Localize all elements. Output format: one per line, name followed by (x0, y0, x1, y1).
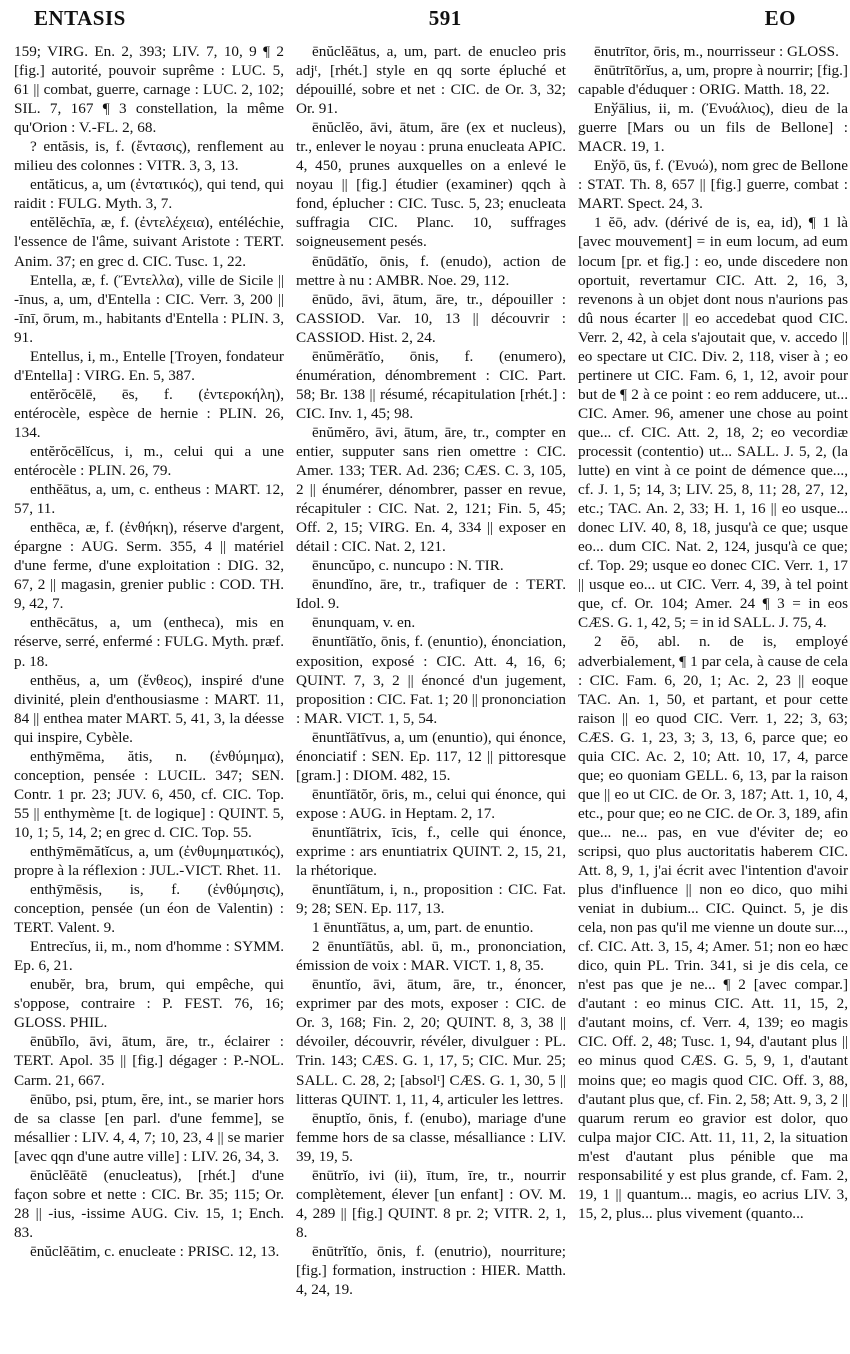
header-left-guide-word: ENTASIS (34, 6, 126, 30)
dictionary-entry: Entella, æ, f. (Ἔντελλα), ville de Sicile || -īnus, a, um, d'Entella : CIC. Verr. 3, 200 || -īnī, ōrum, m., habitants d'Entella : PLIN. 3, 91. (14, 271, 284, 346)
dictionary-entry: enubĕr, bra, brum, qui empêche, qui s'oppose, contraire : P. FEST. 76, 16; GLOSS. PHIL. (14, 976, 284, 1032)
running-header (14, 6, 840, 36)
dictionary-entry: enthȳmēmătĭcus, a, um (ἐνθυμηματικός), propre à la réflexion : JUL.-VICT. Rhet. 11. (14, 842, 284, 880)
dictionary-entry: ēnuntĭātīvus, a, um (enuntio), qui énonce, énonciatif : SEN. Ep. 117, 12 || pittoresque [gram.] : DIOM. 482, 15. (296, 728, 566, 784)
dictionary-entry: ēnŭmĕrātĭo, ōnis, f. (enumero), énumération, dénombrement : CIC. Part. 58; Br. 138 || résumé, récapitulation [rhét.] : CIC. Inv. 1, 45; 98. (296, 347, 566, 422)
dictionary-entry: enthēcātus, a, um (entheca), mis en réserve, serré, enfermé : FULG. Myth. præf. p. 18. (14, 614, 284, 670)
dictionary-entry: Enўō, ūs, f. (Ἐνυώ), nom grec de Bellone : STAT. Th. 8, 657 || [fig.] guerre, combat : MART. Spect. 24, 3. (578, 157, 848, 213)
dictionary-entry: ēnūdo, āvi, ātum, āre, tr., dépouiller : CASSIOD. Var. 10, 13 || découvrir : CASSIOD. Hist. 2, 24. (296, 290, 566, 346)
header-right-guide-word: EO (764, 6, 796, 30)
dictionary-entry: 159; VIRG. En. 2, 393; LIV. 7, 10, 9 ¶ 2 [fig.] autorité, pouvoir suprême : LUC. 5, 61 || combat, guerre, carnage : LUC. 2, 102; SIL. 7, 167 ¶ 3 constellation, la même qu'Orion : V.-FL. 2, 68. (14, 43, 284, 137)
dictionary-entry: entĕlĕchīa, æ, f. (ἐντελέχεια), entéléchie, l'essence de l'âme, suivant Aristote : TERT. Anim. 37; en grec d. CIC. Tusc. 1, 22. (14, 214, 284, 270)
dictionary-entry: ēnuntĭātum, i, n., proposition : CIC. Fat. 9; 28; SEN. Ep. 117, 13. (296, 881, 566, 918)
text-columns (14, 42, 848, 1352)
page-number: 591 (428, 6, 462, 30)
dictionary-entry: enthȳmēma, ătis, n. (ἐνθύμημα), conception, pensée : LUCIL. 347; SEN. Contr. 1 pr. 23; JUV. 6, 450, cf. CIC. Top. 55 || enthymème [t. de logique] : QUINT. 5, 10, 1; 5, 14, 2; en grec d. CIC. Top. 55. (14, 747, 284, 841)
dictionary-entry: ēnunquam, v. en. (312, 614, 416, 632)
dictionary-entry: ēnuntĭātŏr, ōris, m., celui qui énonce, qui expose : AUG. in Heptam. 2, 17. (296, 785, 566, 822)
dictionary-entry: enthĕus, a, um (ἔνθεος), inspiré d'une divinité, plein d'enthousiasme : MART. 11, 84 || enthea mater MART. 5, 41, 3, la déesse qui inspire, Cybèle. (14, 671, 284, 746)
dictionary-entry: ēnūbo, psi, ptum, ĕre, int., se marier hors de sa classe [en parl. d'une femme], se mésallier : LIV. 4, 4, 7; 10, 23, 4 || se marier [avec qqn d'une autre ville] : LIV. 26, 34, 3. (14, 1090, 284, 1165)
dictionary-entry: ēnŭmĕro, āvi, ātum, āre, tr., compter en entier, supputer sans rien omettre : CIC. Amer. 133; TER. Ad. 236; CÆS. C. 3, 105, 2 || énumérer, dénombrer, passer en revue, récapituler : CIC. Nat. 2, 121; Fin. 5, 45; Off. 2, 15; VIRG. En. 4, 334 || exposer en détail : CIC. Nat. 2, 121. (296, 423, 566, 556)
dictionary-entry: ēnuptĭo, ōnis, f. (enubo), mariage d'une femme hors de sa classe, mésalliance : LIV. 39, 19, 5. (296, 1109, 566, 1165)
dictionary-entry: 2 ēnuntĭātŭs, abl. ū, m., prononciation, émission de voix : MAR. VICT. 1, 8, 35. (296, 938, 566, 975)
dictionary-entry: enthȳmēsis, is, f. (ἐνθύμησις), conception, pensée (un éon de Valentin) : TERT. Valent. 9. (14, 881, 284, 937)
dictionary-entry: ēnūbĭlo, āvi, ātum, āre, tr., éclairer : TERT. Apol. 35 || [fig.] dégager : P.-NOL. Carm. 21, 667. (14, 1033, 284, 1089)
dictionary-entry: ēnūdātĭo, ōnis, f. (enudo), action de mettre à nu : AMBR. Noe. 29, 112. (296, 252, 566, 289)
dictionary-entry: ēnŭclĕātim, c. enucleate : PRISC. 12, 13. (30, 1242, 280, 1260)
dictionary-entry: ēnŭclĕātus, a, um, part. de enucleo pris adjᵗ, [rhét.] style en qq sorte épluché et dépouillé, sobre et net : CIC. de Or. 3, 32; Or. 91. (296, 43, 566, 118)
dictionary-entry: ēnŭclĕo, āvi, ātum, āre (ex et nucleus), tr., enlever le noyau : pruna enucleata APIC. 4, 450, prunes auxquelles on a enlevé le noyau || [fig.] étudier (examiner) qqch à fond, éplucher : CIC. Tusc. 5, 23; enucleata suffragia CIC. Planc. 10, suffrages soigneusement pesés. (296, 119, 566, 251)
dictionary-entry: ? entăsis, is, f. (ἔντασις), renflement au milieu des colonnes : VITR. 3, 3, 13. (14, 138, 284, 175)
dictionary-entry: ēnūtrĭtĭo, ōnis, f. (enutrio), nourriture; [fig.] formation, instruction : HIER. Matth. 4, 24, 19. (296, 1242, 566, 1299)
dictionary-entry: Entellus, i, m., Entelle [Troyen, fondateur d'Entella] : VIRG. En. 5, 387. (14, 347, 284, 384)
dictionary-entry: ēnuntĭo, āvi, ātum, āre, tr., énoncer, exprimer par des mots, exposer : CIC. de Or. 3, 168; Fin. 2, 20; QUINT. 8, 3, 38 || dévoiler, découvrir, révéler, divulguer : PL. Trin. 143; CÆS. G. 1, 17, 5; CIC. Mur. 25; SALL. C. 28, 2; [absolᵗ] CÆS. G. 1, 30, 5 || litteras QUINT. 1, 11, 4, articuler les lettres. (296, 976, 566, 1108)
dictionary-entry: ēnuncŭpo, c. nuncupo : N. TIR. (312, 557, 504, 575)
dictionary-entry: 1 ĕō, adv. (dérivé de is, ea, id), ¶ 1 là [avec mouvement] = in eum locum, ad eum locum [pr. et fig.] : eo, unde discedere non oportuit, revertamur CIC. Att. 2, 16, 3, revenons à un objet dont nous n'aurions pas dû nous écarter || eo accedebat quod CIC. Verr. 2, 42, à cela s'ajoutait que, v. accedo || eo spectare ut CIC. Div. 2, 118, viser à ; eo pertinere ut CIC. Fam. 6, 1, 12, avoir pour but de ¶ 2 à ce point : eo rem adducere, ut... CIC. Amer. 96, amener une chose au point que... cf. CIC. Att. 2, 18, 2; eo vecordiæ processit (contentio) ut... SALL. J. 5, 2, (la lutte) en vint à ce point de démence que..., cf. J. 1, 5; 14, 3; LIV. 25, 8, 11; 28, 27, 12, etc.; TAC. An. 2, 33; H. 1, 16 || eo usque... donec LIV. 40, 8, 18, jusqu'à ce que; usque eo... dum CIC. Nat. 2, 124, jusqu'à ce que; cf. Top. 29; usque eo donec CIC. Verr. 1, 17 || usque eo... ut CIC. Verr. 4, 39, à tel point que, cf. Or. 104; Amer. 24 ¶ 3 = in eos CÆS. G. 1, 42, 5; = in id SALL. J. 75, 4. (578, 214, 848, 632)
dictionary-entry: entĕrŏcēlĭcus, i, m., celui qui a une entérocèle : PLIN. 26, 79. (14, 442, 284, 480)
dictionary-entry: 2 ĕō, abl. n. de is, employé adverbialement, ¶ 1 par cela, à cause de cela : CIC. Fam. 6, 20, 1; Ac. 2, 23 || eoque TAC. An. 1, 50, et partant, et pour cette raison || eo quod CIC. Verr. 1, 22; 3, 63; CÆS. G. 1, 23, 3; 3, 13, 6, parce que; eo quia CIC. Ac. 2, 10; Att. 10, 17, 4, parce que; eo quoniam GELL. 6, 13, par la raison que || eo ut CIC. de Or. 3, 187; Att. 1, 10, 4, etc., pour que; eo ne CIC. de Or. 3, 189, afin que... ne... pas, en vue d'éviter de; eo scripsi, quo plus auctoritatis haberem CIC. Att. 8, 9, 1, j'ai écrit avec l'intention d'avoir plus d'influence || non eo dico, quo mihi veniat in dubium... CIC. Quinct. 5, je dis cela, non pas qu'il me vienne un doute sur..., cf. CIC. Att. 3, 15, 4; Amer. 51; non eo hæc dico, quin PL. Trin. 341, si je dis cela, ce n'est pas que je ne... ¶ 2 [avec compar.] d'autant : eo minus CIC. Att. 11, 15, 2, d'autant moins, cf. Verr. 4, 139; eo magis CIC. Off. 2, 48; Tusc. 1, 94, d'autant plus || eo minus quod CÆS. G. 5, 9, 1, d'autant moins que; eo magis quod CIC. Off. 3, 88, d'autant plus que, cf. Fin. 2, 58; Att. 9, 3, 2 || quarum rerum eo gravior est dolor, quo culpa major CIC. Att. 11, 11, 2, la situation m'est d'autant plus pénible que ma responsabilité y est plus grande, cf. Fam. 2, 19, 1 || quantum... magis, eo acrius LIV. 3, 15, 2, plus... plus vivement (quanto... (578, 633, 848, 1222)
dictionary-entry: ēnūtrĭo, ivi (ii), ītum, īre, tr., nourrir complètement, élever [un enfant] : OV. M. 4, 289 || [fig.] QUINT. 8 pr. 2; VITR. 2, 1, 8. (296, 1166, 566, 1241)
column-middle (296, 42, 566, 1352)
dictionary-entry: ēnŭclĕātē (enucleatus), [rhét.] d'une façon sobre et nette : CIC. Br. 35; 115; Or. 28 || -ius, -issime AUG. Civ. 15, 1; Ench. 83. (14, 1166, 284, 1241)
dictionary-entry: enthēca, æ, f. (ἐνθήκη), réserve d'argent, épargne : AUG. Serm. 355, 4 || matériel d'une ferme, d'une exploitation : DIG. 32, 67, 2 || magasin, grenier public : COD. TH. 9, 42, 7. (14, 519, 284, 613)
dictionary-entry: 1 ēnuntĭātus, a, um, part. de enuntio. (312, 919, 534, 937)
dictionary-entry: ēnutrītor, ōris, m., nourrisseur : GLOSS. (594, 43, 839, 60)
column-left (14, 42, 284, 1352)
dictionary-entry: Entrecĭus, ii, m., nom d'homme : SYMM. Ep. 6, 21. (14, 938, 284, 975)
column-right (578, 42, 848, 1352)
dictionary-entry: enthĕātus, a, um, c. entheus : MART. 12, 57, 11. (14, 481, 284, 518)
dictionary-entry: entăticus, a, um (ἐντατικός), qui tend, qui raidit : FULG. Myth. 3, 7. (14, 176, 284, 213)
dictionary-entry: ēnuntĭātrix, īcis, f., celle qui énonce, exprime : ars enuntiatrix QUINT. 2, 15, 21, la rhétorique. (296, 823, 566, 880)
dictionary-entry: Enўālius, ii, m. (Ἐνυάλιος), dieu de la guerre [Mars ou un fils de Bellone] : MACR. 19, 1. (578, 100, 848, 156)
dictionary-entry: ēnuntĭātĭo, ōnis, f. (enuntio), énonciation, exposition, exposé : CIC. Att. 4, 16, 6; QUINT. 7, 3, 2 || énoncé d'un jugement, proposition : CIC. Fat. 1; 20 || prononciation : MAR. VICT. 1, 5, 54. (296, 633, 566, 727)
dictionary-entry: entĕrŏcēlē, ēs, f. (ἐντεροκήλη), entérocèle, espèce de hernie : PLIN. 26, 134. (14, 385, 284, 441)
dictionary-entry: ēnūtrītōrĭus, a, um, propre à nourrir; [fig.] capable d'éduquer : ORIG. Matth. 18, 22. (578, 62, 848, 99)
dictionary-entry: ēnundĭno, āre, tr., trafiquer de : TERT. Idol. 9. (296, 576, 566, 613)
